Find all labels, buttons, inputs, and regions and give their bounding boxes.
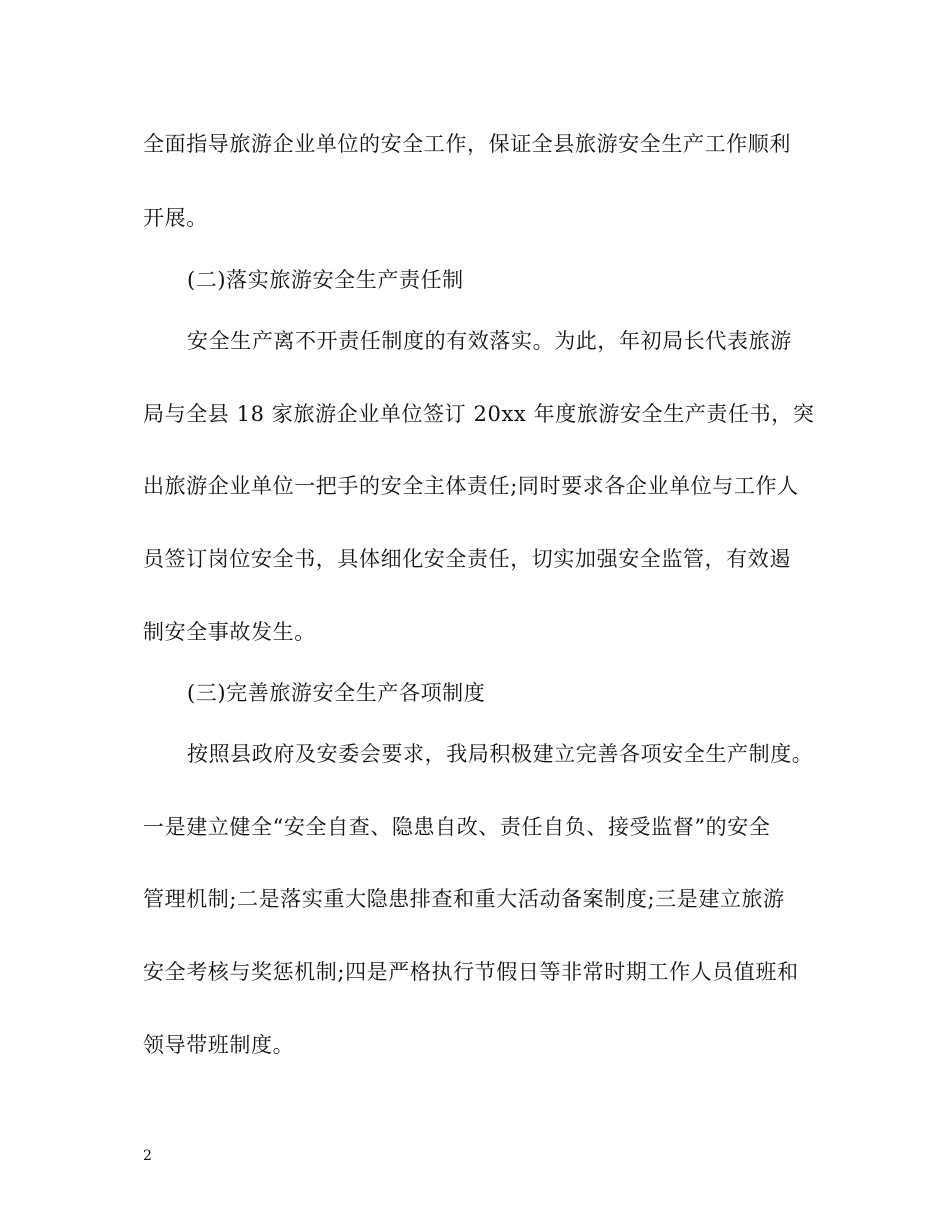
paragraph-line: 开展。 [143,206,208,230]
paragraph-line: 全面指导旅游企业单位的安全工作，保证全县旅游安全生产工作顺利 [143,132,791,156]
paragraph-line: 员签订岗位安全书，具体细化安全责任，切实加强安全监管，有效遏 [143,547,791,571]
paragraph-line: 按照县政府及安委会要求，我局积极建立完善各项安全生产制度。 [187,742,814,766]
paragraph-line: 管理机制;二是落实重大隐患排查和重大活动备案制度;三是建立旅游 [143,887,785,911]
paragraph-line: 制安全事故发生。 [143,620,316,644]
paragraph-line: 领导带班制度。 [143,1033,295,1057]
paragraph-line: 局与全县 18 家旅游企业单位签订 20xx 年度旅游安全生产责任书，突 [143,402,815,426]
paragraph-line: 一是建立健全“安全自查、隐患自改、责任自负、接受监督”的安全 [143,815,771,839]
paragraph-line: 出旅游企业单位一把手的安全主体责任;同时要求各企业单位与工作人 [143,474,799,498]
section-heading: (二)落实旅游安全生产责任制 [187,268,464,292]
page-number: 2 [143,1148,152,1164]
paragraph-line: 安全考核与奖惩机制;四是严格执行节假日等非常时期工作人员值班和 [143,960,799,984]
paragraph-line: 安全生产离不开责任制度的有效落实。为此，年初局长代表旅游 [187,329,792,353]
section-heading: (三)完善旅游安全生产各项制度 [187,681,486,705]
